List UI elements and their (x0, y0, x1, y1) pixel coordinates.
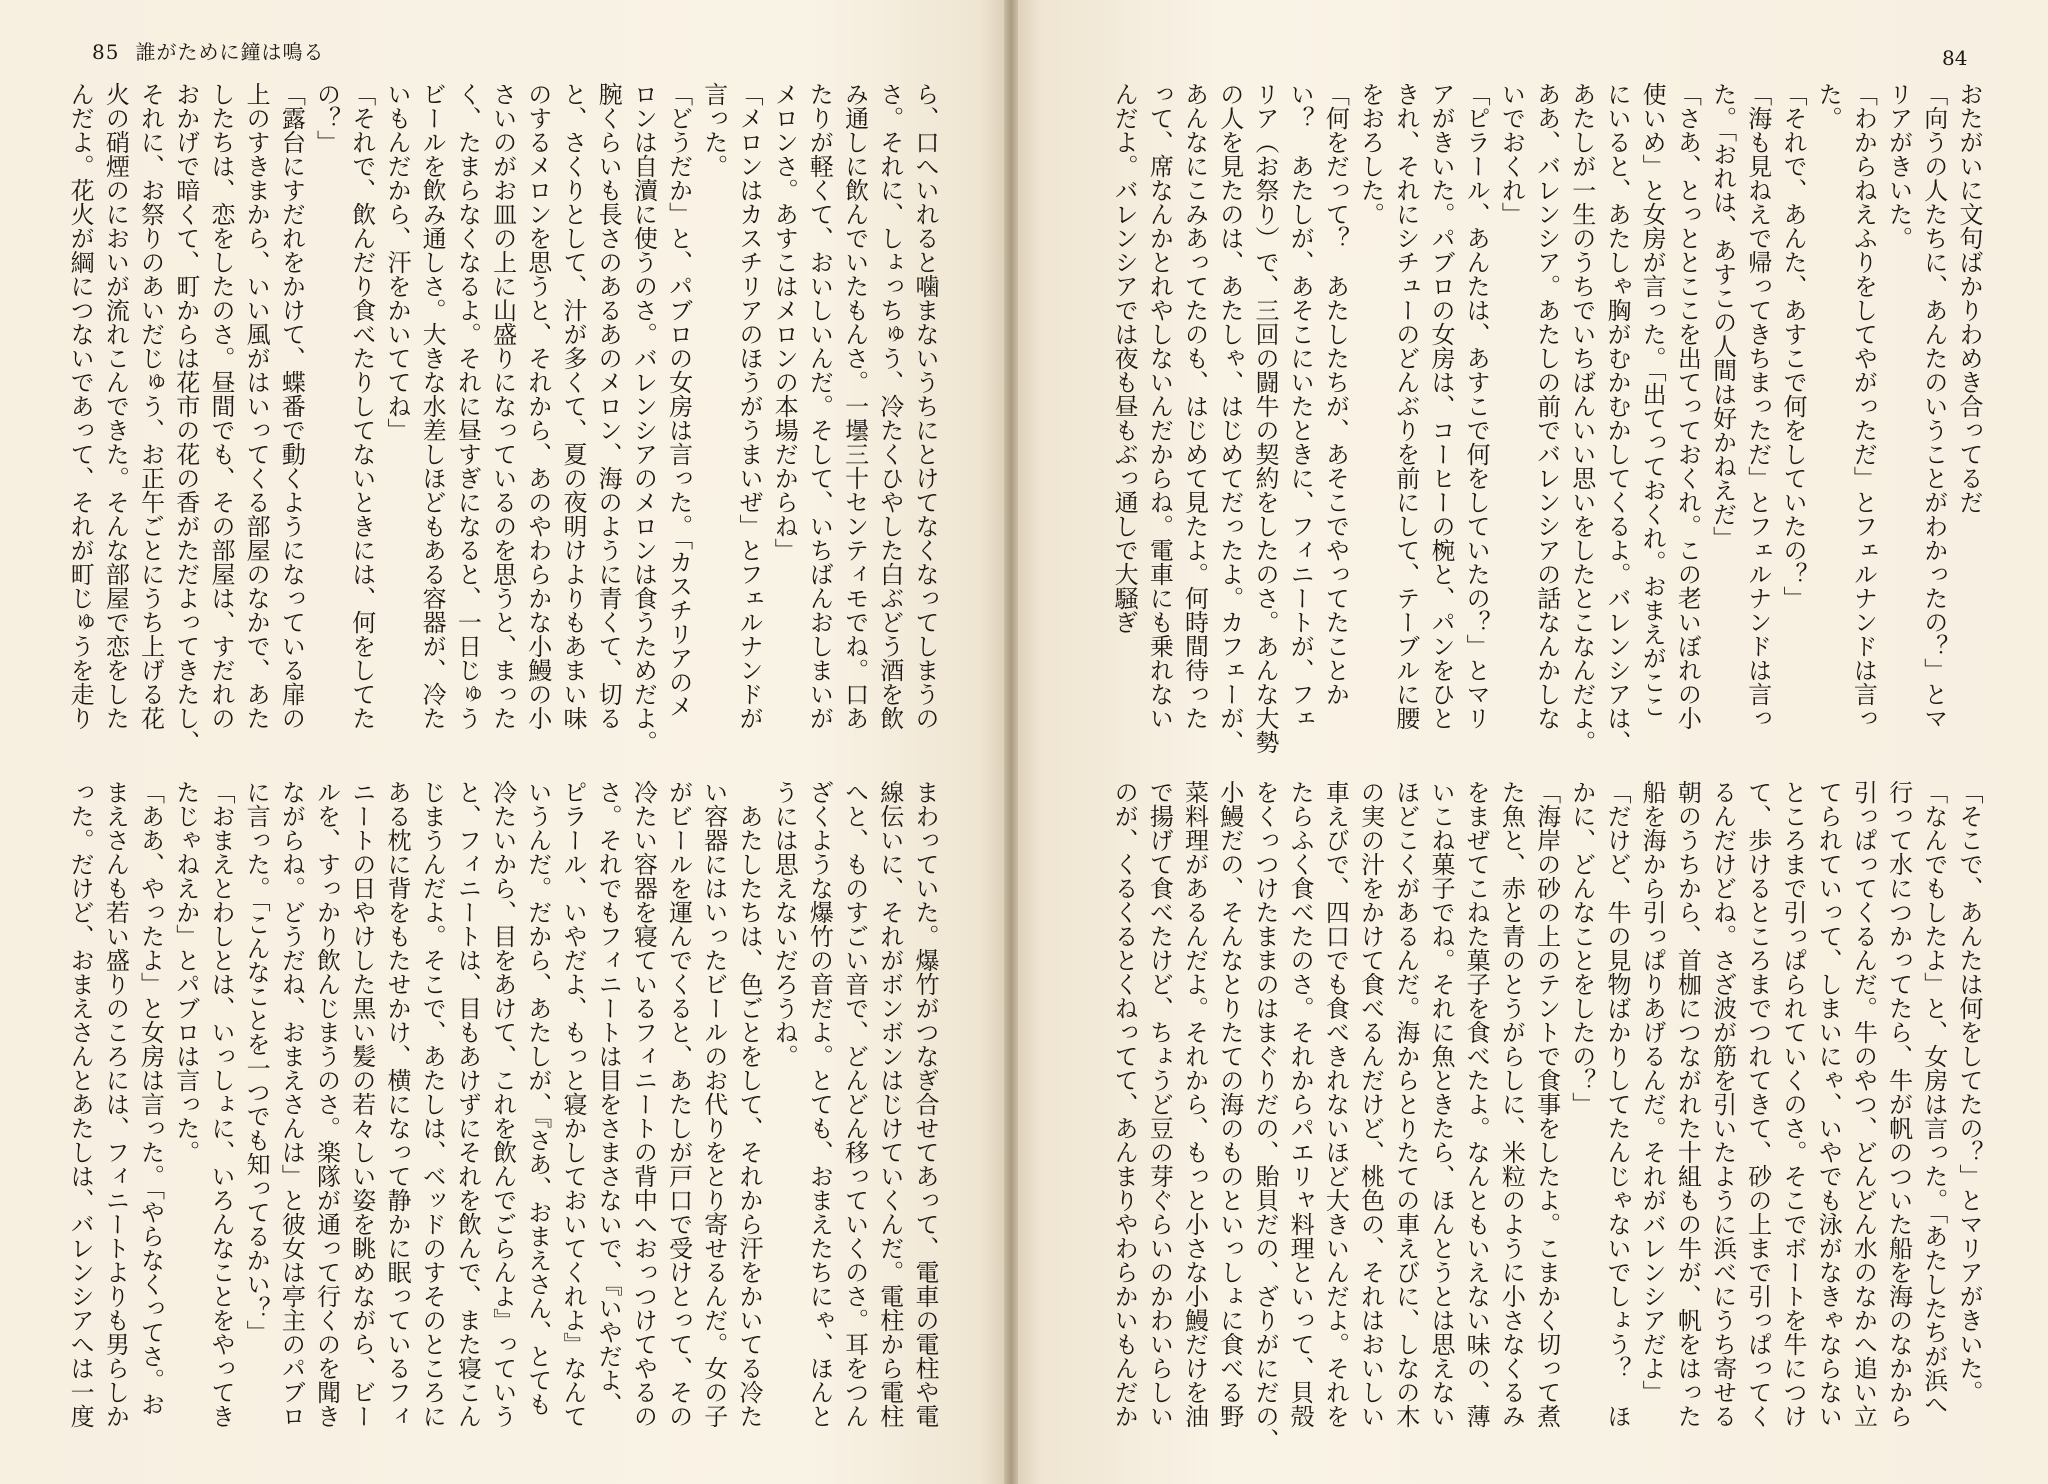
text-line: 「わからねえふりをしてやがっただ」とフェルナンドは言っ (1849, 82, 1878, 730)
text-line: ロンは自瀆に使うのさ。バレンシアのメロンは食うためだよ。 (629, 82, 658, 754)
text-line: 小鰻だの、そんなとりたての海のものといっしょに食べる野 (1215, 780, 1244, 1428)
text-line: 腕くらいも長さのあるあのメロン、海のように青くて、切る (594, 82, 623, 730)
text-line: ざくような爆竹の音だよ。とても、おまえたちにゃ、ほんと (805, 780, 834, 1428)
text-line: い？ あたしが、あそこにいたときに、フィニートが、フェ (1286, 82, 1315, 730)
text-line: 「おまえとわしとは、いっしょに、いろんなことをやってき (206, 780, 235, 1428)
text-line: て、歩けるところまでつれてきて、砂の上まで引っぱってく (1743, 780, 1772, 1428)
text-line: った。だけど、おまえさんとあたしは、バレンシアへは一度 (66, 780, 95, 1428)
page-number-84: 84 (1942, 46, 1968, 70)
text-line: さ。それでもフィニートは目をさまさないで、『いやだよ、 (594, 780, 623, 1416)
text-line: 菜料理があるんだよ。それから、もっと小さな小鰻だけを油 (1180, 780, 1209, 1428)
text-line: って、席なんかとれやしないんだからね。電車にも乗れない (1145, 82, 1174, 730)
page-85-upper-text (66, 82, 942, 754)
text-line: 「海も見ねえで帰ってきちまっただ」とフェルナンドは言っ (1743, 82, 1772, 730)
text-line: の人を見たのは、あたしゃ、はじめてだったよ。カフェーが、 (1215, 82, 1244, 754)
text-line: へと、ものすごい音で、どんどん移っていくのさ。耳をつん (840, 780, 869, 1428)
text-line: 「そこで、あんたは何をしてたの？」とマリアがきいた。 (1955, 780, 1983, 1404)
text-line: 「メロンはカスチリアのほうがうまいぜ」とフェルナンドが (734, 82, 763, 730)
text-line: ほどこくがあるんだ。海からとりたての車えびに、しなの木 (1391, 780, 1420, 1428)
text-line: がビールを運んでくると、あたしが戸口で受けとって、その (664, 780, 693, 1428)
text-line: と、フィニートは、目もあけずにそれを飲んで、また寝こん (453, 780, 482, 1428)
text-line: 「それで、あんた、あすこで何をしていたの？」 (1778, 82, 1807, 610)
text-line: あんなにこみあってたのも、はじめて見たよ。何時間待った (1180, 82, 1209, 730)
page-number-85: 85 (92, 40, 120, 64)
text-line: 車えびで、四口でも食べきれないほど大きいんだよ。それを (1321, 780, 1350, 1428)
text-line: 「海岸の砂の上のテントで食事をしたよ。こまかく切って煮 (1532, 780, 1561, 1428)
text-line: く、たまらなくなるよ。それに昼すぎになると、一日じゅう (453, 82, 482, 730)
text-line: 「なんでもしたよ」と、女房は言った。「あたしたちが浜へ (1919, 780, 1948, 1416)
text-line: 火の硝煙のにおいが流れこんできた。そんな部屋で恋をした (101, 82, 130, 730)
text-line: るんだけどね。さざ波が筋を引いたように浜べにうち寄せる (1708, 780, 1737, 1428)
text-line: いこね菓子でね。それに魚ときたら、ほんとうとは思えない (1426, 780, 1455, 1428)
text-line: 行って水につかってたら、牛が帆のついた船を海のなかから (1884, 780, 1913, 1428)
page-84-upper-text (1106, 82, 1986, 754)
text-line: ルを、すっかり飲んじまうのさ。楽隊が通って行くのを聞き (312, 780, 341, 1428)
text-line: おかげで暗くて、町からは花市の花の香がただよってきたし、 (171, 82, 200, 754)
text-line: さ。それに、しょっちゅう、冷たくひやした白ぶどう酒を飲 (875, 82, 904, 730)
text-line: たりが軽くて、おいしいんだ。そして、いちばんおしまいが (805, 82, 834, 730)
text-line: あたしが一生のうちでいちばんいい思いをしたとこなんだよ。 (1567, 82, 1596, 754)
text-line: ある枕に背をもたせかけ、横になって静かに眠っているフィ (382, 780, 411, 1428)
text-line: の？」 (312, 82, 341, 154)
text-line: リア（お祭り）で、三回の闘牛の契約をしたのさ。あんな大勢 (1250, 82, 1279, 754)
text-line: メロンさ。あすこはメロンの本場だからね」 (770, 82, 799, 562)
text-line: 「露台にすだれをかけて、蝶番で動くようになっている扉の (277, 82, 306, 730)
text-line: た。 (1814, 82, 1843, 130)
text-line: に言った。「こんなことを一つでも知ってるかい？」 (242, 780, 271, 1344)
text-line: アがきいた。パブロの女房は、コーヒーの椀と、パンをひと (1426, 82, 1455, 730)
text-line: ところまで引っぱられていくのさ。そこでボートを牛につけ (1778, 780, 1807, 1428)
text-line: ああ、バレンシア。あたしの前でバレンシアの話なんかしな (1532, 82, 1561, 730)
text-line: あたしたちは、色ごとをして、それから汗をかいてる冷た (734, 780, 763, 1428)
text-line: た。「おれは、あすこの人間は好かねえだ」 (1708, 82, 1737, 550)
text-line: のするメロンを思うと、それから、あのやわらかな小鰻の小 (523, 82, 552, 730)
text-line: で揚げて食べたけど、ちょうど豆の芽ぐらいのかわいらしい (1145, 780, 1174, 1428)
text-line: をくっつけたままのはまぐりだの、貽貝だの、ざりがにだの、 (1250, 780, 1279, 1452)
text-line: のが、くるくるとくねってて、あんまりやわらかいもんだか (1110, 780, 1139, 1428)
text-line: きれ、それにシチューのどんぶりを前にして、テーブルに腰 (1391, 82, 1420, 730)
text-line: 「それで、飲んだり食べたりしてないときには、何をしてた (347, 82, 376, 730)
text-line: ながらね。どうだね、おまえさんは」と彼女は亭主のパブロ (277, 780, 306, 1428)
text-line: 冷たい容器を寝ているフィニートの背中へおっつけてやるの (629, 780, 658, 1428)
text-line: いでおくれ」 (1497, 82, 1526, 226)
text-line: み通しに飲んでいたもんさ。一壜三十センティモでね。口あ (840, 82, 869, 730)
text-line: いもんだから、汗をかいててね」 (382, 82, 411, 442)
text-line: 「だけど、牛の見物ばかりしてたんじゃないでしょう？ ほ (1602, 780, 1631, 1428)
text-line: た魚と、赤と青のとうがらしに、米粒のように小さなくるみ (1497, 780, 1526, 1428)
text-line: ピラール、いやだよ、もっと寝かしておいてくれよ』なんて (558, 780, 587, 1428)
text-line: 「さあ、とっととここを出てっておくれ。この老いぼれの小 (1673, 82, 1702, 730)
text-line: 言った。 (699, 82, 728, 178)
text-line: 使いめ」と女房が言った。「出てっておくれ。おまえがここ (1638, 82, 1667, 718)
text-line: をおろした。 (1356, 82, 1385, 226)
text-line: んだよ。花火が綱につないであって、それが町じゅうを走り (66, 82, 95, 730)
text-line: の実の汁をかけて食べるんだけど、桃色の、それはおいしい (1356, 780, 1385, 1428)
text-line: をまぜてこねた菓子を食べたよ。なんともいえない味の、薄 (1462, 780, 1491, 1428)
text-line: 上のすきまから、いい風がはいってくる部屋のなかで、あた (242, 82, 271, 730)
text-line: い容器にはいったビールのお代りをとり寄せるんだ。女の子 (699, 780, 728, 1428)
text-line: たらふく食べたのさ。それからパエリャ料理といって、貝殻 (1286, 780, 1315, 1428)
text-line: たじゃねえか」とパブロは言った。 (171, 780, 200, 1164)
text-line: 「向うの人たちに、あんたのいうことがわかったの？」とマ (1919, 82, 1948, 730)
text-line: リアがきいた。 (1884, 82, 1913, 250)
text-line: したちは、恋をしたのさ。昼間でも、その部屋は、すだれの (206, 82, 235, 730)
text-line: ら、口へいれると噛まないうちにとけてなくなってしまうの (911, 82, 939, 730)
text-line: それに、お祭りのあいだじゅう、お正午ごとにうち上げる花 (136, 82, 165, 730)
text-line: と、さくりとして、汁が多くて、夏の夜明けよりもあまい味 (558, 82, 587, 730)
text-line: 冷たいから、目をあけて、これを飲んでごらんよ』っていう (488, 780, 517, 1428)
text-line: 「ピラール、あんたは、あすこで何をしていたの？」とマリ (1462, 82, 1491, 730)
text-line: さいのがお皿の上に山盛りになっているのを思うと、まった (488, 82, 517, 730)
text-line: ビールを飲み通しさ。大きな水差しほどもある容器が、冷た (418, 82, 447, 730)
text-line: かに、どんなことをしたの？」 (1567, 780, 1596, 1116)
text-line: 引っぱってくるんだ。牛のやつ、どんどん水のなかへ追い立 (1849, 780, 1878, 1428)
text-line: 船を海から引っぱりあげるんだ。それがバレンシアだよ」 (1638, 780, 1667, 1404)
text-line: 朝のうちから、首枷につながれた十組もの牛が、帆をはった (1673, 780, 1702, 1428)
text-line: てられていって、しまいにゃ、いやでも泳がなきゃならない (1814, 780, 1843, 1428)
text-line: おたがいに文句ばかりわめき合ってるだ (1955, 82, 1983, 514)
text-line: まわっていた。爆竹がつなぎ合せてあって、電車の電柱や電 (911, 780, 939, 1428)
book-gutter (1004, 0, 1018, 1484)
text-line: ニートの日やけした黒い髪の若々しい姿を眺めながら、ビー (347, 780, 376, 1428)
page-85-lower-text (66, 780, 942, 1440)
text-line: にいると、あたしゃ胸がむかむかしてくるよ。バレンシアは、 (1602, 82, 1631, 754)
running-header (92, 36, 324, 65)
text-line: うには思えないだろうね。 (770, 780, 799, 1068)
running-title: 誰がために鐘は鳴る (135, 40, 325, 64)
text-line: んだよ。バレンシアでは夜も昼もぶっ通しで大騒ぎ (1110, 82, 1139, 634)
text-line: まえさんも若い盛りのころには、フィニートよりも男らしか (101, 780, 130, 1428)
text-line: 「どうだか」と、パブロの女房は言った。「カスチリアのメ (664, 82, 693, 718)
text-line: 「ああ、やったよ」と女房は言った。「やらなくってさ。お (136, 780, 165, 1416)
text-line: いうんだ。だから、あたしが、『さあ、おまえさん、とても (523, 780, 552, 1416)
text-line: 線伝いに、それがボンボンはじけていくんだ。電柱から電柱 (875, 780, 904, 1428)
text-line: 「何をだって？ あたしたちが、あそこでやってたことか (1321, 82, 1350, 706)
text-line: じまうんだよ。そこで、あたしは、ベッドのすそのところに (418, 780, 447, 1428)
page-84-lower-text (1106, 780, 1986, 1452)
